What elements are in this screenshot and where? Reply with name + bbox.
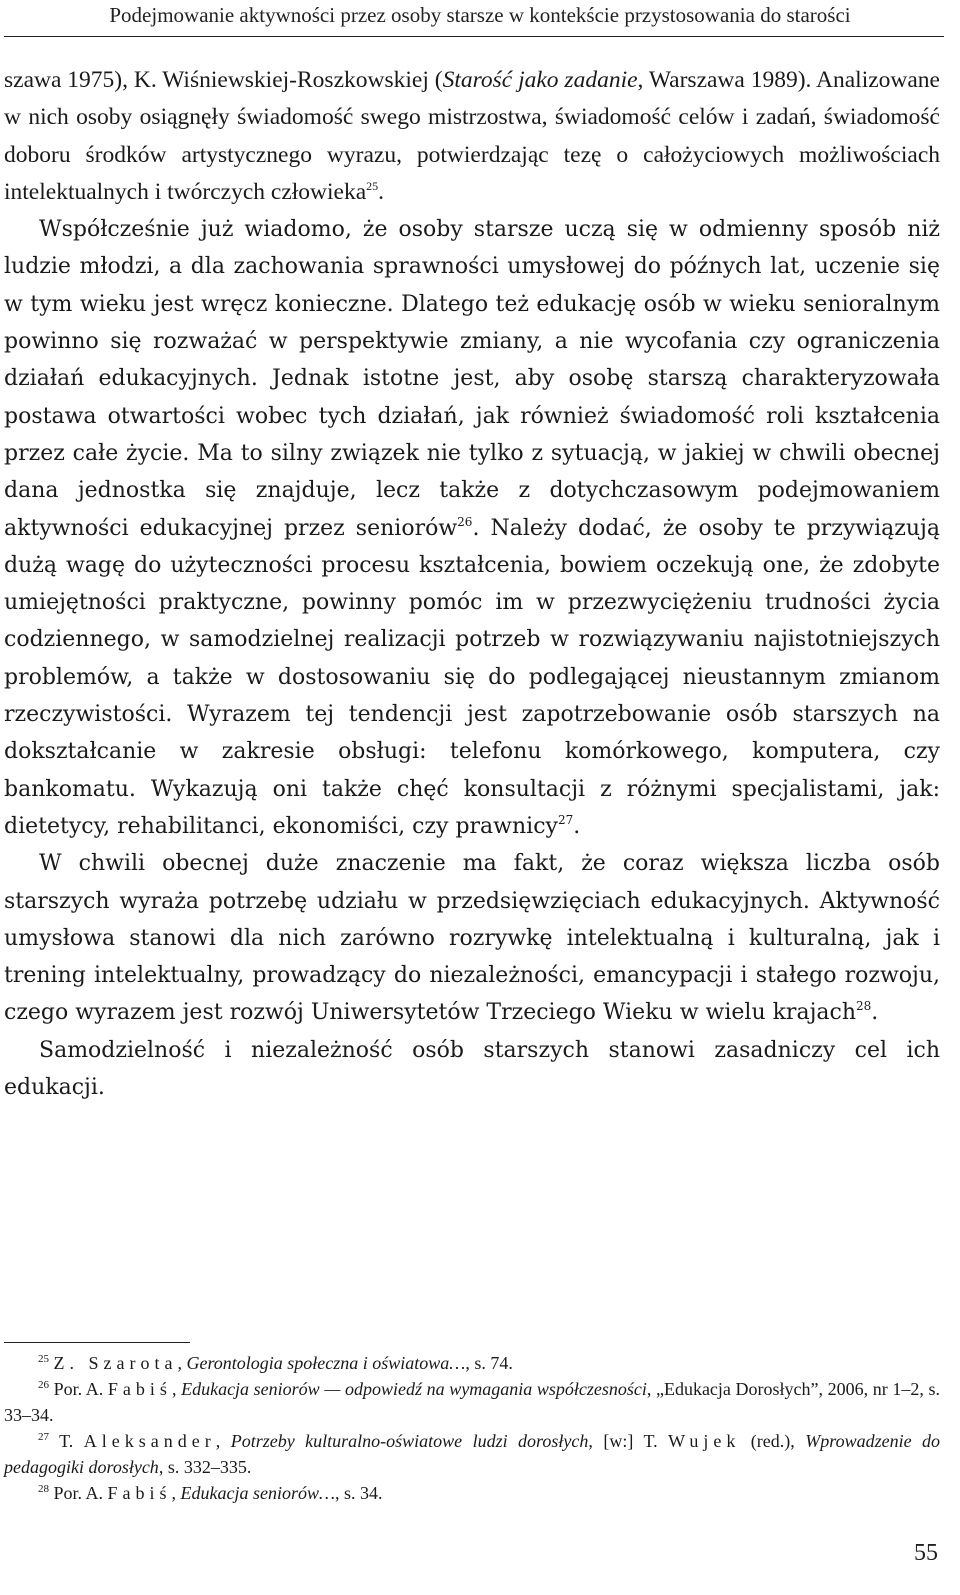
footnote-25 bbox=[4, 1350, 940, 1376]
footnote-ref-27[interactable]: 27 bbox=[557, 812, 574, 827]
footnote-separator: , bbox=[215, 1431, 231, 1451]
paragraph-2-text-a: Współcześnie już wiadomo, że osoby starsze uczą się w odmienny sposób niż ludzie młodzi, a dla zachowania sprawności umysłowej do późnych lat, uczenie się w tym wieku jest wręcz konieczne. Dlatego też edukację osób w wieku senioralnym powinno się rozważać w perspektywie zmiany, a nie wycofania czy ograniczenia działań edukacyjnych. Jednak istotne jest, aby osobę starszą charakteryzowała postawa otwartości wobec tych działań, jak również świadomość roli kształcenia przez całe życie. Ma to silny związek nie tylko z sytuacją, w jakiej w chwili obecnej dana jednostka się znajduje, lecz także z dotychczasowym podejmowaniem aktywności edukacyjnej przez seniorów bbox=[4, 217, 940, 541]
footnote-mid-2: (red.), bbox=[740, 1431, 806, 1451]
footnote-rule bbox=[4, 1342, 190, 1343]
footnote-number: 28 bbox=[38, 1483, 49, 1495]
footnote-title-2: Wprowadzenie do pedagogiki dorosłych bbox=[4, 1431, 941, 1477]
paragraph-2 bbox=[4, 211, 940, 845]
footnote-title: Edukacja seniorów… bbox=[180, 1483, 336, 1503]
paragraph-4: Samodzielność i niezależność osób starszych stanowi zasadniczy cel ich edukacji. bbox=[4, 1037, 940, 1101]
footnote-separator: , bbox=[171, 1379, 182, 1399]
footnote-ref-26[interactable]: 26 bbox=[457, 514, 473, 529]
paragraph-3-text-a: W chwili obecnej duże znaczenie ma fakt, że coraz większa liczba osób starszych wyraża potrzebę udziału w przedsięwzięciach edukacyjnych. Aktywność umysłowa stanowi dla nich zarówno rozrywkę intelektualną i kulturalną, jak i trening intelektualny, prowadzący do niezależności, emancypacji i stałego rozwoju, czego wyrazem jest rozwój Uniwersytetów Trzeciego Wieku w wielu krajach bbox=[4, 851, 940, 1026]
paragraph-2-text-c: . bbox=[573, 813, 581, 839]
paragraph-3-text-b: . bbox=[871, 1000, 879, 1026]
running-head: Podejmowanie aktywności przez osoby starsze w kontekście przystosowania do starości bbox=[109, 3, 851, 27]
footnote-ref-28[interactable]: 28 bbox=[856, 999, 872, 1014]
paragraph-1-text-a: szawa 1975), K. Wiśniewskiej-Roszkowskiej ( bbox=[4, 67, 443, 93]
footnote-mid: , [w:] T. bbox=[588, 1431, 669, 1451]
footnote-rest: , s. 332–335. bbox=[158, 1457, 252, 1477]
footnote-title: Edukacja seniorów — odpowiedź na wymagania współczesności bbox=[181, 1379, 647, 1399]
footnote-rest: , s. 74. bbox=[465, 1353, 513, 1373]
paragraph-1-text-c: . bbox=[378, 178, 385, 205]
page-number: 55 bbox=[914, 1540, 938, 1566]
footnote-ref-25[interactable]: 25 bbox=[366, 178, 379, 193]
footnote-author: Fabiś bbox=[107, 1483, 172, 1503]
footnote-number: 25 bbox=[38, 1353, 49, 1365]
footnote-rest: , „Edukacja Dorosłych”, 2006, nr 1–2, s. 33–34. bbox=[4, 1379, 941, 1425]
book-title-starosc: Starość jako zadanie bbox=[442, 67, 638, 93]
paragraph-2-text-b: . Należy dodać, że osoby te przywiązują dużą wagę do użyteczności procesu kształcenia, bowiem oczekują one, że zdobyte umiejętności praktyczne, powinny pomóc im w przezwyciężeniu trudności życia codziennego, w samodzielnej realizacji potrzeb w rozwiązywaniu najistotniejszych problemów, a także w dostosowaniu się do podlegającej nieustannym zmianom rzeczywistości. Wyrazem tej tendencji jest zapotrzebowanie osób starszych na dokształcanie w zakresie obsługi: telefonu komórkowego, komputera, czy bankomatu. Wykazują oni także chęć konsultacji z różnymi specjalistami, jak: dietetycy, rehabilitanci, ekonomiści, czy prawnicy bbox=[4, 515, 940, 839]
paragraph-3 bbox=[4, 845, 940, 1031]
paragraph-1 bbox=[4, 62, 940, 211]
footnote-separator: , bbox=[171, 1483, 181, 1503]
footnotes bbox=[4, 1350, 940, 1506]
footnote-separator: , bbox=[177, 1353, 187, 1373]
footnote-title: Potrzeby kulturalno-oświatowe ludzi dorosłych bbox=[230, 1431, 589, 1451]
footnote-prefix: Por. A. bbox=[53, 1483, 108, 1503]
footnote-title: Gerontologia społeczna i oświatowa… bbox=[186, 1353, 466, 1373]
main-text bbox=[4, 62, 940, 1106]
header-rule bbox=[4, 36, 944, 37]
footnote-author: Z. Szarota bbox=[53, 1353, 178, 1373]
footnote-author: Aleksander bbox=[83, 1431, 216, 1451]
footnote-rest: , s. 34. bbox=[335, 1483, 383, 1503]
footnote-27 bbox=[4, 1428, 940, 1480]
footnote-number: 27 bbox=[38, 1431, 49, 1443]
footnote-editor: Wujek bbox=[668, 1431, 741, 1451]
footnote-number: 26 bbox=[38, 1379, 49, 1391]
footnote-26 bbox=[4, 1376, 940, 1428]
paragraph-1-text-b: , Warszawa 1989). Analizowane w nich osoby osiągnęły świadomość swego mistrzostwa, świadomość celów i zadań, świadomość doboru środków artystycznego wyrazu, potwierdzając tezę o całożyciowych możliwościach intelektualnych i twórczych człowieka bbox=[4, 67, 940, 205]
footnote-28 bbox=[4, 1480, 940, 1506]
footnote-author: Fabiś bbox=[107, 1379, 172, 1399]
footnote-prefix: Por. A. bbox=[53, 1379, 108, 1399]
footnote-prefix: T. bbox=[59, 1431, 84, 1451]
